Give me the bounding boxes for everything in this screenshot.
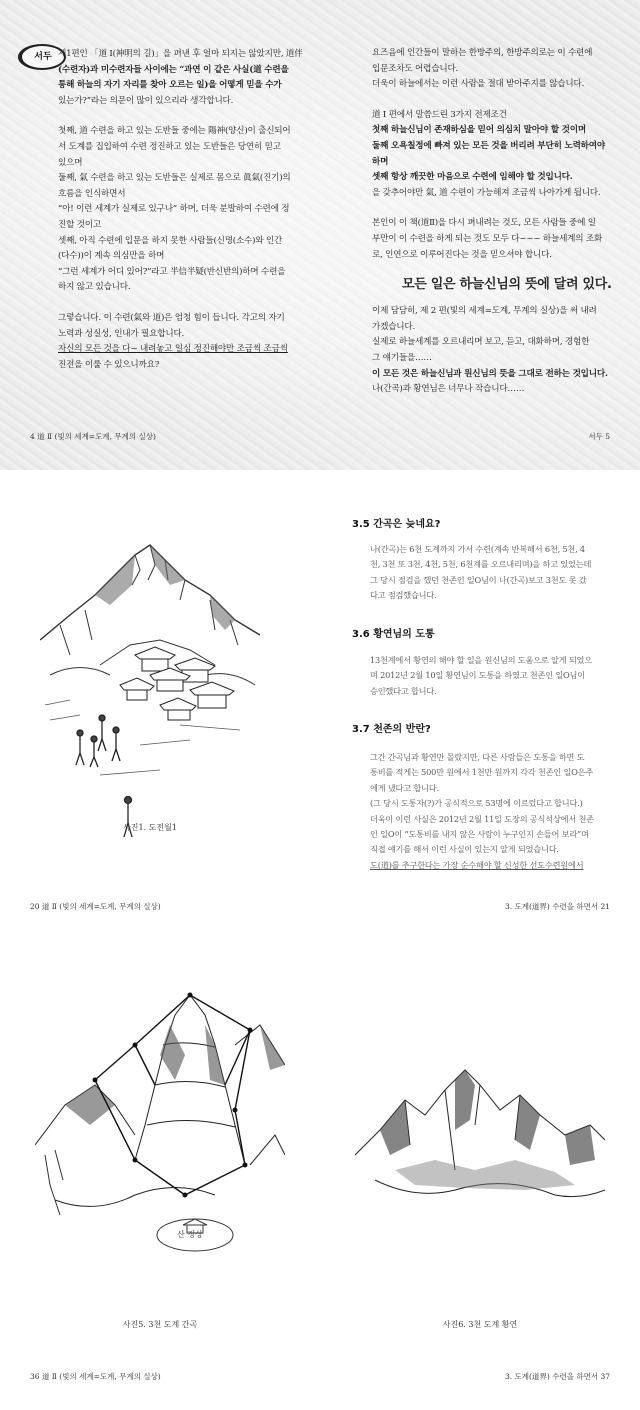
section-title-3-6: 3.6 황연님의 도통 bbox=[352, 629, 435, 640]
text-line: 道 I 편에서 말씀드린 3가지 전제조건 bbox=[372, 109, 507, 120]
text-line: 셋째, 아직 수련에 입문을 하지 못한 사람들(신명(소수)와 인간 bbox=[58, 235, 283, 246]
text-line: 다고 점검했습니다. bbox=[370, 590, 437, 601]
text-line: 셋째 항상 깨끗한 마음으로 수련에 임해야 할 것입니다. bbox=[372, 172, 573, 183]
mountain-network-sketch bbox=[35, 985, 285, 1285]
text-line: 진전을 이룰 수 있으니까요? bbox=[58, 359, 160, 370]
text-line: 도(道)를 추구한다는 가장 순수해야 할 신성한 선도수련원에서 bbox=[370, 859, 584, 870]
mountain-temple-sketch bbox=[40, 525, 260, 845]
text-line: 제1편인 「道 I(神明의 길)」을 펴낸 후 얼마 되지는 않았지만, 道伴 bbox=[58, 49, 303, 59]
text-line: 통해 하늘의 자기 자리를 찾아 오르는 일)을 어떻게 믿을 수가 bbox=[58, 80, 282, 91]
text-line: 직접 얘기를 해서 이런 사실이 있는지 알게 되었습니다. bbox=[370, 844, 559, 855]
section-body-3-5 bbox=[370, 542, 610, 604]
text-line: 더욱이 하늘에서는 이런 사람을 절대 받아주지를 않습니다. bbox=[372, 79, 585, 90]
spread-preface bbox=[0, 0, 640, 470]
text-line: 이제 담담히, 제 2 편(빛의 세계=도계, 무계의 실상)을 써 내려 bbox=[372, 306, 597, 317]
text-line: 승인했다고 합니다. bbox=[370, 685, 437, 696]
text-line: 그간 간곡님과 황연만 몰랐지만, 다른 사람들은 도통을 하면 도 bbox=[370, 752, 585, 762]
text-line: 가겠습니다. bbox=[372, 321, 416, 332]
section-body-3-7 bbox=[370, 750, 610, 873]
section-title-3-7: 3.7 천존의 반란? bbox=[352, 724, 431, 735]
text-line: 로, 인연으로 이루어진다는 것을 믿으셔야 합니다. bbox=[372, 249, 552, 260]
text-line: 나(간곡)는 6천 도계까지 가서 수련(계속 반복해서 6천, 5천, 4 bbox=[370, 544, 585, 554]
page-21 bbox=[320, 470, 640, 940]
text-line: 입문조차도 어렵습니다. bbox=[372, 63, 459, 74]
folio-left: 36 道 Ⅱ (빛의 세계=도계, 무계의 실상) bbox=[30, 1372, 161, 1381]
text-line: 본인이 이 책(道Ⅱ)을 다시 펴내려는 것도, 모든 사람들 중에 일 bbox=[372, 218, 596, 229]
preface-left-body bbox=[58, 47, 303, 373]
text-line: 있는가?”라는 의문이 많이 있으리라 생각합니다. bbox=[58, 95, 234, 106]
text-line: 진할 것이고 bbox=[58, 219, 102, 230]
text-line: “아! 이런 세계가 실제로 있구나” 하며, 더욱 분발하여 수련에 정 bbox=[58, 204, 290, 215]
photo-caption: 사진5. 3천 도계 간곡 bbox=[122, 1320, 198, 1329]
text-line: 그 얘기들을…… bbox=[372, 352, 432, 363]
folio-left: 20 道 Ⅱ (빛의 세계=도계, 무계의 실상) bbox=[30, 902, 161, 911]
text-line: (수련자)과 미수련자들 사이에는 “과연 이 같은 사실(道 수련을 bbox=[58, 64, 289, 75]
page-4 bbox=[0, 0, 320, 470]
text-line: 서 도계를 집입하여 수련 정진하고 있는 도반들은 당연히 믿고 bbox=[58, 141, 281, 152]
text-line: 며 2012년 2월 10일 황연님이 도통을 하였고 천존인 일O님이 bbox=[370, 670, 585, 681]
text-line: 요즈음에 인간들이 말하는 한방주의, 한방주의로는 이 수련에 bbox=[372, 48, 593, 58]
text-line: (그 당시 도통자(?)가 공식적으로 53명에 이르렀다고 합니다.) bbox=[370, 798, 583, 809]
text-line: 나(간곡)과 황연님은 너무나 작습니다…… bbox=[372, 384, 525, 395]
text-line: 첫째 하늘신님이 존재하심을 믿어 의심치 말아야 할 것이며 bbox=[372, 125, 586, 136]
text-line: 에게 냈다고 합니다. bbox=[370, 782, 439, 793]
text-line: 하지 않고 있습니다. bbox=[58, 282, 131, 293]
section-body-3-6 bbox=[370, 653, 610, 699]
folio-right: 3. 도계(道界) 수련을 하면서 21 bbox=[504, 902, 610, 911]
text-line: 13천계에서 황연의 해야 할 일을 원신님의 도움으로 알게 되었으 bbox=[370, 655, 592, 665]
text-line: 둘째, 氣 수련을 하고 있는 도반들은 실제로 몸으로 眞氣(진기)의 bbox=[58, 173, 291, 184]
text-line: 흐름을 인식하면서 bbox=[58, 188, 126, 199]
spread-chapter3 bbox=[0, 470, 640, 940]
text-line: 실제로 하늘세계를 오르내리며 보고, 듣고, 대화하며, 경험한 bbox=[372, 337, 590, 348]
photo-caption: 사진6. 3천 도계 황연 bbox=[442, 1320, 518, 1329]
text-line: 첫째, 道 수련을 하고 있는 도반들 중에는 陽神(양신)이 출신되어 bbox=[58, 126, 291, 137]
text-line: 부만이 이 수련을 하게 되는 것도 모두 다~~~ 하늘세계의 조화 bbox=[372, 233, 603, 244]
folio-left: 4 道 Ⅱ (빛의 세계=도계, 무계의 실상) bbox=[30, 432, 156, 441]
text-line: 하며 bbox=[372, 156, 389, 167]
text-line: (다수))이 계속 의심만을 하며 bbox=[58, 251, 165, 262]
text-line: 그 당시 점검을 했던 천존인 일O님이 나(간곡)보고 3천도 못 갔 bbox=[370, 574, 587, 585]
text-line: 더욱이 이런 사실은 2012년 2월 11일 도장의 공식석상에서 천존 bbox=[370, 813, 594, 824]
photo-caption: 사진1. 도전월1 bbox=[123, 823, 177, 832]
sketch-label: 산 정상 bbox=[177, 1230, 203, 1239]
page-36 bbox=[0, 940, 320, 1410]
text-line: 을 갖추어야만 氣, 道 수련이 가능해져 조금씩 나아가게 됩니다. bbox=[372, 187, 601, 198]
text-line: 인 일O이 “도통비를 내지 않은 사람이 누구인지 손들어 보라”며 bbox=[370, 829, 589, 840]
folio-right: 3. 도계(道界) 수련을 하면서 37 bbox=[504, 1372, 610, 1381]
preface-badge: 서두 bbox=[18, 44, 66, 70]
section-heading: 모든 일은 하늘신님의 뜻에 달려 있다. bbox=[402, 277, 612, 293]
preface-right-body bbox=[372, 46, 612, 398]
page-37 bbox=[320, 940, 640, 1410]
spread-sketches bbox=[0, 940, 640, 1410]
text-line: 이 모든 것은 하늘신님과 원신님의 뜻을 그대로 전하는 것입니다. bbox=[372, 368, 608, 379]
mountain-peaks-sketch bbox=[355, 1060, 605, 1230]
text-line: 있으며 bbox=[58, 157, 83, 168]
text-line: 통비를 적게는 500만 원에서 1천만 원까지 각각 천존인 일O은주 bbox=[370, 767, 594, 778]
text-line: “그런 세계가 어디 있어?”라고 半信半疑(반신반의)하며 수련을 bbox=[58, 266, 286, 277]
text-line: 자신의 모든 것을 다~ 내려놓고 일심 정진해야만 조금씩 조금씩 bbox=[58, 344, 288, 355]
text-line: 둘째 오욕칠정에 빠져 있는 모든 것을 버리려 부단히 노력하여야 bbox=[372, 140, 605, 151]
text-line: 노력과 성실성, 인내가 필요합니다. bbox=[58, 328, 185, 339]
page-5 bbox=[320, 0, 640, 470]
folio-right: 서두 5 bbox=[588, 432, 610, 441]
page-20 bbox=[0, 470, 320, 940]
text-line: 그렇습니다. 이 수련(氣와 道)은 엄청 힘이 듭니다. 각고의 자기 bbox=[58, 312, 285, 323]
section-title-3-5: 3.5 간곡은 늦네요? bbox=[352, 519, 441, 530]
text-line: 천, 3천 또 3천, 4천, 5천, 6천계를 오르내리며)을 하고 있었는데 bbox=[370, 559, 592, 570]
